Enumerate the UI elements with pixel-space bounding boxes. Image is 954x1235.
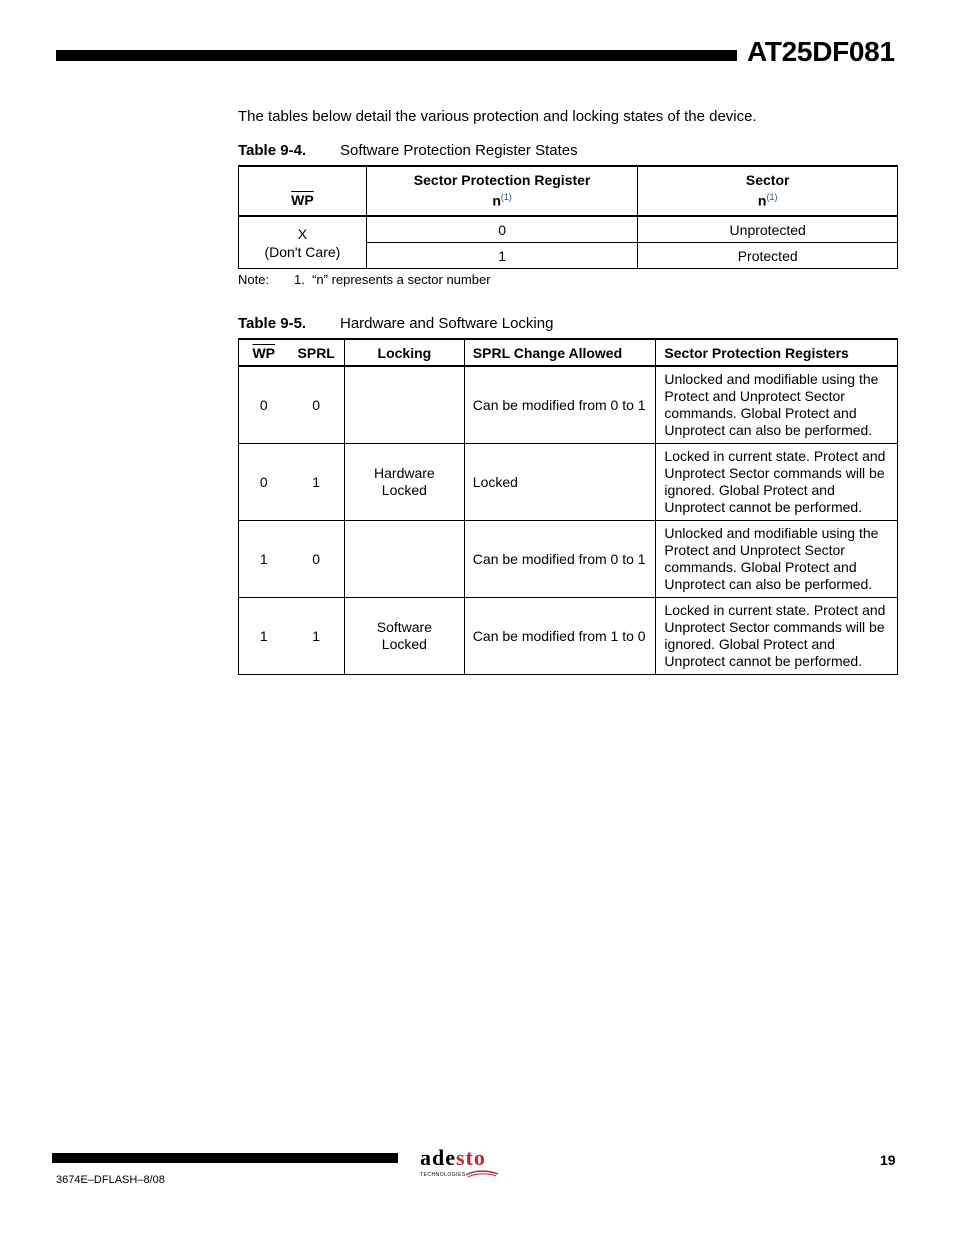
sprl-cell: 0 bbox=[288, 521, 344, 598]
logo-wordmark: adesto bbox=[420, 1145, 486, 1170]
spr-cell: 0 bbox=[366, 216, 638, 243]
adesto-logo bbox=[420, 1147, 502, 1181]
footnote-ref: (1) bbox=[500, 192, 512, 203]
table-note bbox=[238, 272, 491, 287]
note-text: 1. “n” represents a sector number bbox=[294, 272, 491, 287]
sprl-cell: 1 bbox=[288, 598, 344, 675]
header-wp: $\overline{WP}$ bbox=[239, 166, 367, 216]
header-wp: $\overline{WP}$ bbox=[239, 339, 289, 366]
header-locking: Locking bbox=[344, 339, 464, 366]
spr-description-cell: Unlocked and modifiable using the Protect and Unprotect Sector commands. Global Protect and Unprotect can also be performed. bbox=[656, 366, 898, 444]
table-title: Software Protection Register States bbox=[340, 142, 578, 159]
table-number: Table 9-5. bbox=[238, 315, 307, 332]
spr-description-cell: Unlocked and modifiable using the Protect and Unprotect Sector commands. Global Protect and Unprotect can also be performed. bbox=[656, 521, 898, 598]
header-rule bbox=[56, 50, 737, 61]
locking-cell: Hardware Locked bbox=[344, 444, 464, 521]
table-row bbox=[239, 366, 898, 444]
header-sprl-change-allowed: SPRL Change Allowed bbox=[464, 339, 656, 366]
header-sector-protection-register: Sector Protection Register n$^{(1)}$ bbox=[366, 166, 638, 216]
footer-rule bbox=[52, 1153, 398, 1163]
note-label: Note: bbox=[238, 272, 270, 287]
software-protection-register-table bbox=[238, 165, 898, 269]
change-allowed-cell: Can be modified from 1 to 0 bbox=[464, 598, 656, 675]
table-row bbox=[239, 521, 898, 598]
wp-value-cell: X (Don't Care) bbox=[239, 216, 367, 269]
spr-cell: 1 bbox=[366, 243, 638, 269]
locking-cell: Software Locked bbox=[344, 598, 464, 675]
page-number: 19 bbox=[880, 1152, 896, 1168]
change-allowed-cell: Can be modified from 0 to 1 bbox=[464, 521, 656, 598]
table-title: Hardware and Software Locking bbox=[340, 315, 554, 332]
logo-subtitle: TECHNOLOGIES bbox=[420, 1172, 466, 1178]
table-header-row bbox=[239, 166, 898, 216]
footnote-ref: (1) bbox=[766, 192, 778, 203]
locking-cell bbox=[344, 521, 464, 598]
table-row bbox=[239, 216, 898, 243]
locking-cell bbox=[344, 366, 464, 444]
header-sector-protection-registers: Sector Protection Registers bbox=[656, 339, 898, 366]
change-allowed-cell: Can be modified from 0 to 1 bbox=[464, 366, 656, 444]
sprl-cell: 0 bbox=[288, 366, 344, 444]
sector-cell: Protected bbox=[638, 243, 898, 269]
intro-paragraph: The tables below detail the various protection and locking states of the device. bbox=[238, 108, 757, 125]
table-row bbox=[239, 444, 898, 521]
wp-cell: 0 bbox=[239, 366, 289, 444]
spr-description-cell: Locked in current state. Protect and Unprotect Sector commands will be ignored. Global Protect and Unprotect cannot be performed. bbox=[656, 444, 898, 521]
header-sprl: SPRL bbox=[288, 339, 344, 366]
header-sector: Sector n$^{(1)}$ bbox=[638, 166, 898, 216]
sprl-cell: 1 bbox=[288, 444, 344, 521]
change-allowed-cell: Locked bbox=[464, 444, 656, 521]
logo-swoosh-icon bbox=[464, 1169, 500, 1179]
table-header-row bbox=[239, 339, 898, 366]
table-row bbox=[239, 598, 898, 675]
spr-description-cell: Locked in current state. Protect and Unprotect Sector commands will be ignored. Global Protect and Unprotect cannot be performed. bbox=[656, 598, 898, 675]
document-code: 3674E–DFLASH–8/08 bbox=[56, 1174, 165, 1186]
table-9-5-caption bbox=[238, 315, 553, 332]
document-title: AT25DF081 bbox=[747, 36, 895, 67]
wp-cell: 1 bbox=[239, 521, 289, 598]
wp-cell: 1 bbox=[239, 598, 289, 675]
sector-cell: Unprotected bbox=[638, 216, 898, 243]
table-9-4-caption bbox=[238, 142, 578, 159]
table-number: Table 9-4. bbox=[238, 142, 307, 159]
wp-cell: 0 bbox=[239, 444, 289, 521]
hardware-software-locking-table bbox=[238, 338, 898, 675]
